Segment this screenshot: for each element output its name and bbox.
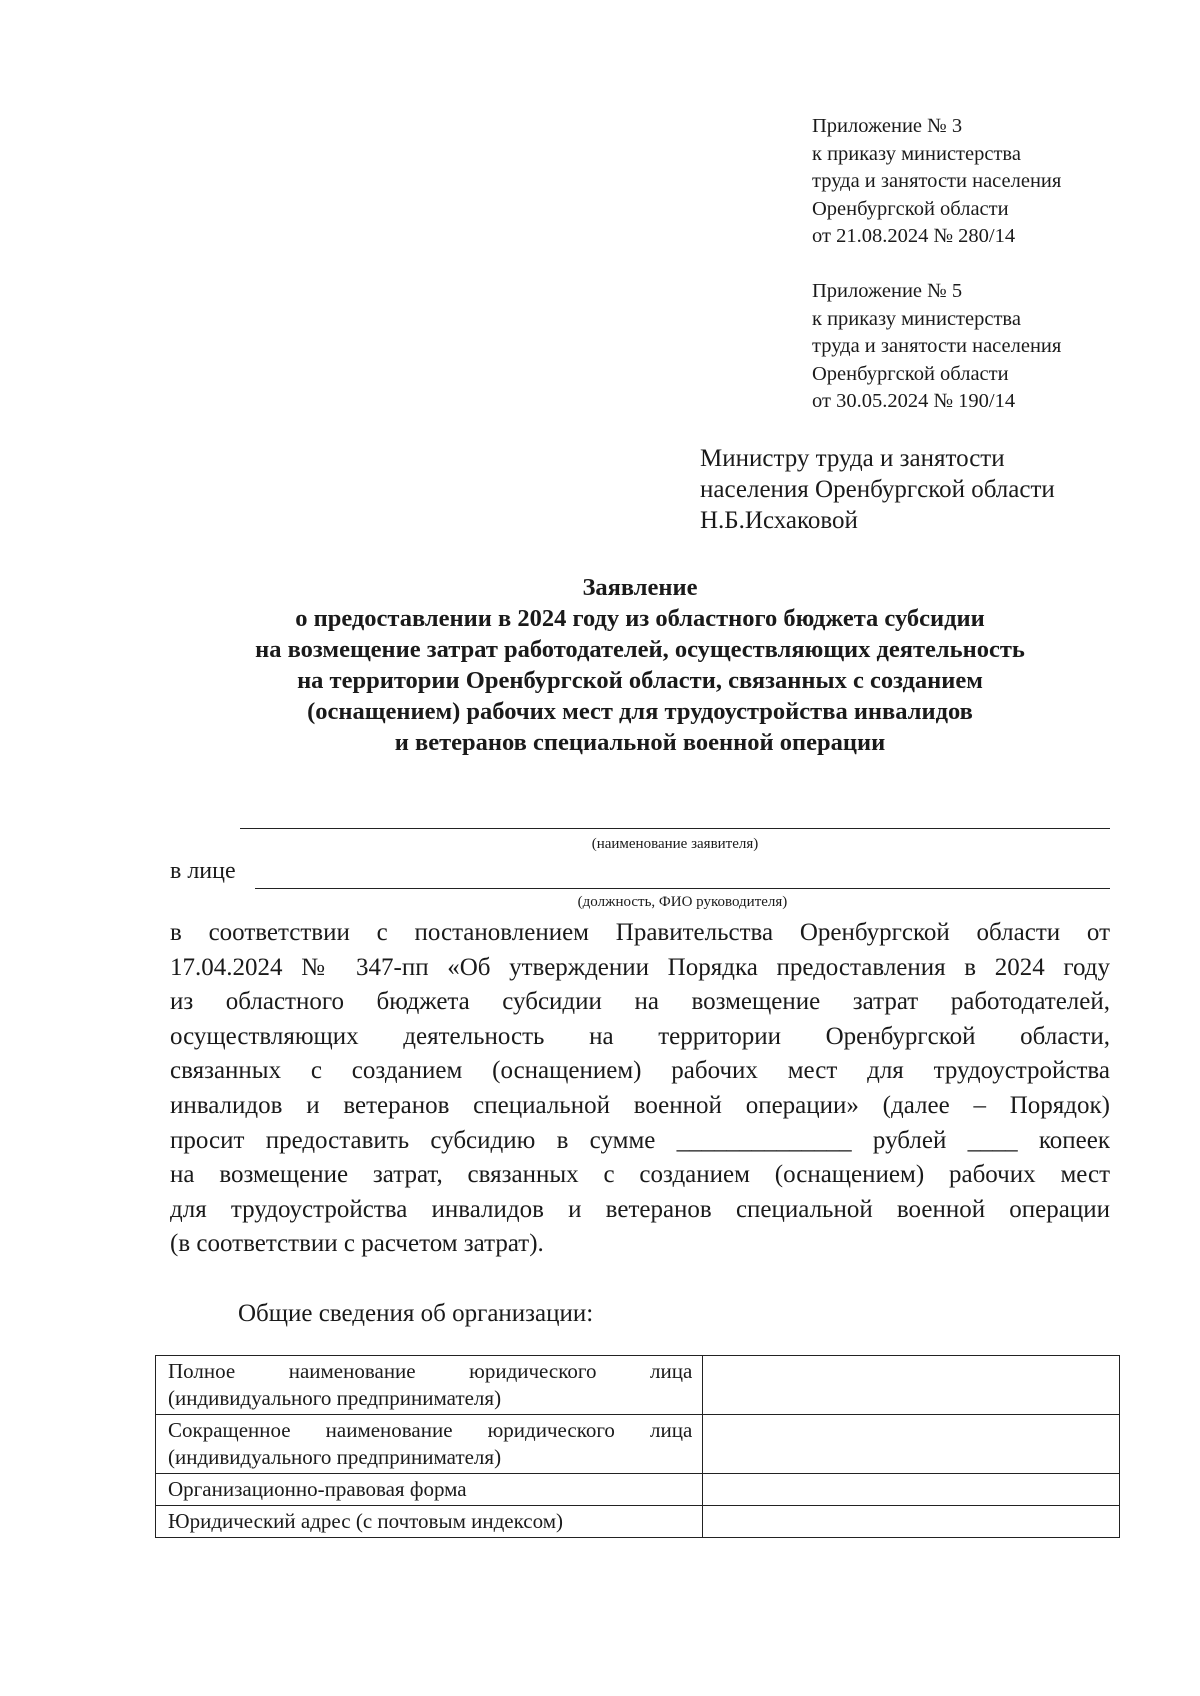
table-row bbox=[156, 1415, 1120, 1474]
body-line: инвалидов и ветеранов специальной военной операции» (далее – Порядок) bbox=[170, 1091, 1110, 1119]
head-name-field[interactable] bbox=[255, 888, 1110, 889]
label-line: Юридический адрес (с почтовым индексом) bbox=[168, 1509, 563, 1533]
row-label bbox=[156, 1356, 703, 1415]
appendix-line: Приложение № 3 bbox=[812, 115, 963, 137]
applicant-name-field[interactable] bbox=[240, 828, 1110, 829]
body-line: (в соответствии с расчетом затрат). bbox=[170, 1230, 544, 1258]
label-line: Полное наименование юридического лица bbox=[168, 1359, 693, 1383]
full-name-value-cell[interactable] bbox=[703, 1356, 1120, 1415]
label-line: Организационно-правовая форма bbox=[168, 1477, 467, 1501]
addressee-line: населения Оренбургской области bbox=[700, 476, 1055, 503]
addressee-block bbox=[700, 443, 1055, 536]
title-line: на территории Оренбургской области, связанных с созданием bbox=[297, 667, 983, 694]
appendix-line: от 30.05.2024 № 190/14 bbox=[812, 390, 1016, 412]
appendix-line: Оренбургской области bbox=[812, 362, 1009, 385]
addressee-line: Министру труда и занятости bbox=[700, 445, 1005, 472]
applicant-name-caption: (наименование заявителя) bbox=[591, 836, 759, 852]
appendix-line: от 21.08.2024 № 280/14 bbox=[812, 225, 1016, 247]
title-line: на возмещение затрат работодателей, осуществляющих деятельность bbox=[255, 636, 1025, 663]
body-line: на возмещение затрат, связанных с созданием (оснащением) рабочих мест bbox=[170, 1161, 1110, 1189]
appendix-3-note bbox=[812, 113, 1061, 251]
addressee-line: Н.Б.Исхаковой bbox=[700, 507, 858, 534]
appendix-line: Оренбургской области bbox=[812, 197, 1009, 220]
table-row bbox=[156, 1474, 1120, 1506]
body-line: осуществляющих деятельность на территории Оренбургской области, bbox=[170, 1022, 1110, 1050]
section-title: Общие сведения об организации: bbox=[238, 1300, 594, 1327]
appendix-line: труда и занятости населения bbox=[812, 335, 1062, 357]
appendix-5-note bbox=[812, 278, 1061, 416]
row-label bbox=[156, 1415, 703, 1474]
head-name-caption: (должность, ФИО руководителя) bbox=[577, 894, 788, 910]
row-label bbox=[156, 1506, 703, 1538]
label-line: (индивидуального предпринимателя) bbox=[168, 1445, 502, 1469]
body-line: для трудоустройства инвалидов и ветеранов специальной военной операции bbox=[170, 1195, 1110, 1223]
label-line: Сокращенное наименование юридического лица bbox=[168, 1418, 693, 1442]
body-line-subsidy-amount: просит предоставить субсидию в сумме ______________ рублей ____ копеек bbox=[170, 1126, 1110, 1154]
table-row bbox=[156, 1506, 1120, 1538]
title-line: (оснащением) рабочих мест для трудоустройства инвалидов bbox=[307, 698, 973, 725]
appendix-line: к приказу министерства bbox=[812, 142, 1021, 165]
body-line: связанных с созданием (оснащением) рабочих мест для трудоустройства bbox=[170, 1057, 1110, 1085]
body-line: 17.04.2024 № 347-пп «Об утверждении Порядка предоставления в 2024 году bbox=[170, 953, 1110, 981]
appendix-line: к приказу министерства bbox=[812, 307, 1021, 330]
document-title bbox=[150, 572, 1130, 758]
organization-info-table bbox=[155, 1355, 1120, 1538]
title-line: и ветеранов специальной военной операции bbox=[394, 729, 886, 756]
appendix-line: труда и занятости населения bbox=[812, 170, 1062, 192]
short-name-value-cell[interactable] bbox=[703, 1415, 1120, 1474]
row-label bbox=[156, 1474, 703, 1506]
body-paragraph bbox=[170, 916, 1110, 1262]
appendix-line: Приложение № 5 bbox=[812, 280, 963, 302]
legal-form-value-cell[interactable] bbox=[703, 1474, 1120, 1506]
body-line: из областного бюджета субсидии на возмещение затрат работодателей, bbox=[170, 988, 1110, 1016]
title-line: Заявление bbox=[582, 574, 698, 601]
label-line: (индивидуального предпринимателя) bbox=[168, 1386, 502, 1410]
table-row bbox=[156, 1356, 1120, 1415]
body-line: в соответствии с постановлением Правительства Оренбургской области от bbox=[170, 919, 1110, 946]
title-line: о предоставлении в 2024 году из областного бюджета субсидии bbox=[295, 605, 985, 632]
in-person-label: в лице bbox=[170, 858, 236, 884]
legal-address-value-cell[interactable] bbox=[703, 1506, 1120, 1538]
